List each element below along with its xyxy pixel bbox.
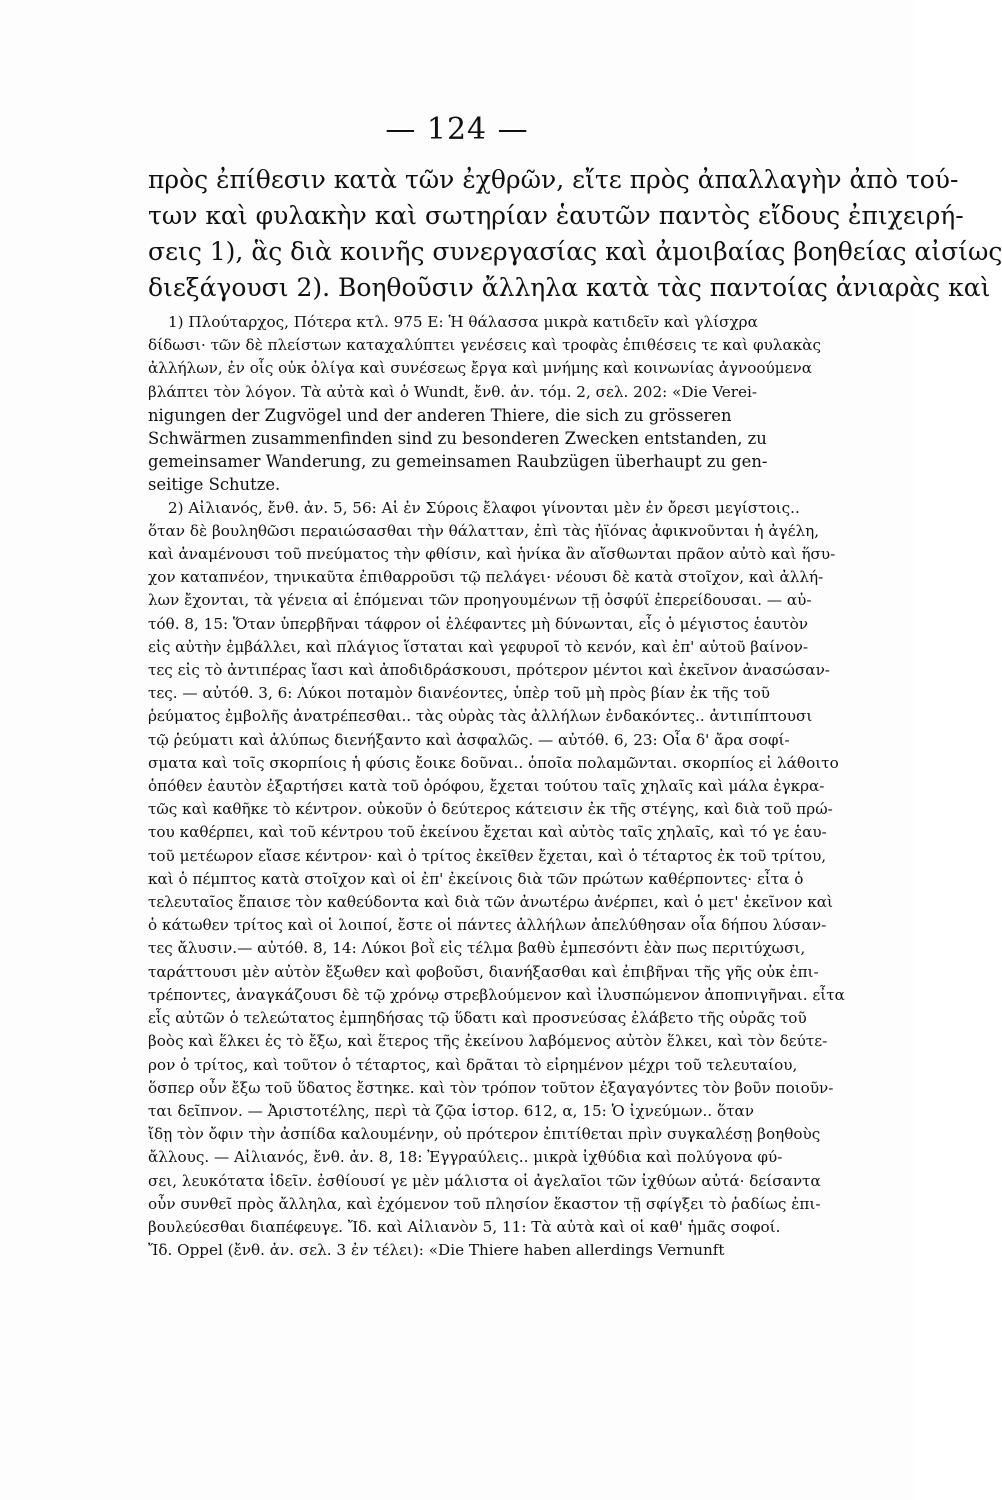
footnote-line: Schwärmen zusammenfinden sind zu besonderen Zwecken entstanden, zu <box>148 429 767 449</box>
footnote-line: λων ἔχονται, τὰ γένεια αἱ ἑπόμεναι τῶν προηγουμένων τῇ ὀσφύϊ ἐπερείδουσαι. — αὐ- <box>148 591 812 610</box>
footnote-line: τόθ. 8, 15: Ὅταν ὑπερβῆναι τάφρον οἱ ἐλέφαντες μὴ δύνωνται, εἷς ὁ μέγιστος ἑαυτὸν <box>148 614 809 633</box>
footnote-line: τρέποντες, ἀναγκάζουσι δὲ τῷ χρόνῳ στρεβλούμενον καὶ ἰλυσπώμενον ἀποπνιγῆναι. εἶτα <box>148 985 845 1004</box>
main-line: πρὸς ἐπίθεσιν κατὰ τῶν ἐχθρῶν, εἴτε πρὸς ἀπαλλαγὴν ἀπὸ τού- <box>148 165 959 194</box>
footnotes <box>148 311 845 1262</box>
footnote-line: εἰς αὐτὴν ἐμβάλλει, καὶ πλάγιος ἵσταται καὶ γεφυροῖ τὸ κενόν, καὶ ἐπ' αὐτοῦ βαίνον- <box>148 637 809 656</box>
footnote-line: ἀλλήλων, ἐν οἷς οὐκ ὀλίγα καὶ συνέσεως ἔργα καὶ μνήμης καὶ κοινωνίας ἀγνοούμενα <box>148 359 813 378</box>
footnote-line: οὖν συνθεῖ πρὸς ἄλληλα, καὶ ἐχόμενον τοῦ πλησίον ἕκαστον τῇ σφίγξει τὸ ῥαδίως ἐπι- <box>148 1194 821 1213</box>
main-line: σεις 1), ἃς διὰ κοινῆς συνεργασίας καὶ ἀμοιβαίας βοηθείας αἰσίως <box>148 237 1002 266</box>
footnote-line: βλάπτει τὸν λόγον. Τὰ αὐτὰ καὶ ὁ Wundt, ἔνθ. ἀν. τόμ. 2, σελ. 202: «Die Verei- <box>148 382 758 401</box>
footnote-line: σματα καὶ τοῖς σκορπίοις ἡ φύσις ἔοικε δοῦναι.. ὁποῖα πολαμῶνται. σκορπίος εἰ λάθοιτο <box>148 753 839 772</box>
footnote-line: βοὸς καὶ ἕλκει ἐς τὸ ἔξω, καὶ ἕτερος τῆς ἐκείνου λαβόμενος αὐτὸν ἕλκει, καὶ τὸν δεύτε- <box>148 1032 828 1051</box>
footnote-line: ρον ὁ τρίτος, καὶ τοῦτον ὁ τέταρτος, καὶ δρᾶται τὸ εἰρημένον μέχρι τοῦ τελευταίου, <box>148 1055 798 1074</box>
footnote-line: ῥεύματος ἐμβολῆς ἀνατρέπεσθαι.. τὰς οὐρὰς τὰς ἀλλήλων ἐνδακόντες.. ἀντιπίπτουσι <box>148 707 813 726</box>
main-line: των καὶ φυλακὴν καὶ σωτηρίαν ἑαυτῶν παντὸς εἴδους ἐπιχειρή- <box>148 201 964 230</box>
footnote-line: τες εἰς τὸ ἀντιπέρας ἴασι καὶ ἀποδιδράσκουσι, πρότερον μέντοι καὶ ἐκεῖνον ἀνασώσαν- <box>148 661 830 680</box>
footnote-line: gemeinsamer Wanderung, zu gemeinsamen Raubzügen überhaupt zu gen- <box>148 452 768 472</box>
footnote-line: ὁ κάτωθεν τρίτος καὶ οἱ λοιποί, ἔστε οἱ πάντες ἀλλήλων ἀπελύθησαν οἷα δήπου λύσαν- <box>148 916 827 935</box>
footnote-line: ἴδῃ τὸν ὄφιν τὴν ἀσπίδα καλουμένην, οὐ πρότερον ἐπιτίθεται πρὶν συγκαλέσῃ βοηθοὺς <box>148 1125 821 1144</box>
footnote-line: ταράττουσι μὲν αὐτὸν ἔξωθεν καὶ φοβοῦσι, διανήξασθαι καὶ ἐπιβῆναι τῆς γῆς οὐκ ἐπι- <box>148 962 819 981</box>
footnote-line: του καθέρπει, καὶ τοῦ κέντρου τοῦ ἐκείνου ἔχεται καὶ αὐτὸς ταῖς χηλαῖς, καὶ τό γε ἑαυ- <box>148 823 827 842</box>
footnote-line: χον καταπνέον, τηνικαῦτα ἐπιθαρροῦσι τῷ πελάγει· νέουσι δὲ κατὰ στοῖχον, καὶ ἀλλή- <box>148 568 824 587</box>
footnote-line: τοῦ μετέωρον εἴασε κέντρον· καὶ ὁ τρίτος ἐκεῖθεν ἔχεται, καὶ ὁ τέταρτος ἐκ τοῦ τρίτου, <box>148 846 827 865</box>
footnote-line: ὅσπερ οὖν ἔξω τοῦ ὕδατος ἔστηκε. καὶ τὸν τρόπον τοῦτον ἐξαγαγόντες τὸν βοῦν ποιοῦν- <box>148 1078 834 1097</box>
footnote-line: 2) Αἰλιανός, ἔνθ. ἀν. 5, 56: Αἱ ἐν Σύροις ἔλαφοι γίνονται μὲν ἐν ὄρεσι μεγίστοις.. <box>168 498 800 517</box>
footnote-line: τελευταῖος ἔπαισε τὸν καθεύδοντα καὶ διὰ τῶν ἀνωτέρω ἀνέρπει, καὶ ὁ μετ' ἐκεῖνον καὶ <box>148 893 833 912</box>
footnote-line: ὅταν δὲ βουληθῶσι περαιώσασθαι τὴν θάλατταν, ἐπὶ τὰς ἠϊόνας ἀφικνοῦνται ἡ ἀγέλη, <box>148 521 820 540</box>
footnote-line: ἄλλους. — Αἰλιανός, ἔνθ. ἀν. 8, 18: Ἐγγραύλεις.. μικρὰ ἰχθύδια καὶ πολύγονα φύ- <box>148 1148 783 1167</box>
footnote-line: nigungen der Zugvögel und der anderen Thiere, die sich zu grösseren <box>148 405 732 425</box>
footnote-line: τῶς καὶ καθῆκε τὸ κέντρον. οὐκοῦν ὁ δεύτερος κάτεισιν ἐκ τῆς στέγης, καὶ διὰ τοῦ πρώ- <box>148 800 833 819</box>
footnote-line: σει, λευκότατα ἰδεῖν. ἐσθίουσί γε μὲν μάλιστα οἱ ἀγελαῖοι τῶν ἰχθύων αὐτά· δείσαντα <box>148 1171 821 1190</box>
footnote-line: seitige Schutze. <box>148 475 281 495</box>
footnote-line: δίδωσι· τῶν δὲ πλείστων καταχαλύπτει γενέσεις καὶ τροφὰς ἐπιθέσεις τε καὶ φυλακὰς <box>148 336 822 355</box>
footnote-line: βουλεύεσθαι διαπέφευγε. Ἴδ. καὶ Αἰλιανὸν 5, 11: Τὰ αὐτὰ καὶ οἱ καθ' ἡμᾶς σοφοί. <box>148 1217 781 1236</box>
footnote-line: τῷ ῥεύματι καὶ ἀλύπως διενήξαντο καὶ ἀσφαλῶς. — αὐτόθ. 6, 23: Οἷα δ' ἄρα σοφί- <box>148 730 790 749</box>
footnote-line: καὶ ἀναμένουσι τοῦ πνεύματος τὴν φθίσιν, καὶ ἡνίκα ἂν αἴσθωνται πρᾶον αὐτὸ καὶ ἥσυ- <box>148 545 836 564</box>
footnote-line: τες. — αὐτόθ. 3, 6: Λύκοι ποταμὸν διανέοντες, ὑπὲρ τοῦ μὴ πρὸς βίαν ἐκ τῆς τοῦ <box>148 684 770 703</box>
footnote-line: τες ἄλυσιν.— αὐτόθ. 8, 14: Λύκοι βοῒ εἰς τέλμα βαθὺ ἐμπεσόντι ἐὰν πως περιτύχωσι, <box>148 939 806 958</box>
main-line: διεξάγουσι 2). Βοηθοῦσιν ἄλληλα κατὰ τὰς παντοίας ἀνιαρὰς καὶ <box>148 273 991 302</box>
footnote-line: ὁπόθεν ἑαυτὸν ἐξαρτήσει κατὰ τοῦ ὀρόφου, ἔχεται τούτου ταῖς χηλαῖς καὶ μάλα ἐγκρα- <box>148 777 825 796</box>
footnote-line: ται δεῖπνον. — Ἀριστοτέλης, περὶ τὰ ζῷα ἱστορ. 612, α, 15: Ὁ ἰχνεύμων.. ὅταν <box>148 1101 754 1120</box>
footnote-line: Ἴδ. Oppel (ἔνθ. ἀν. σελ. 3 ἐν τέλει): «Die Thiere haben allerdings Vernunft <box>148 1241 725 1260</box>
page-number: — 124 — <box>385 112 529 147</box>
main-text <box>148 162 1002 306</box>
footnote-line: εἷς αὐτῶν ὁ τελεώτατος ἐμπηδήσας τῷ ὕδατι καὶ προσνεύσας ἐλάβετο τῆς οὐρᾶς τοῦ <box>148 1009 807 1028</box>
footnote-line: καὶ ὁ πέμπτος κατὰ στοῖχον καὶ οἱ ἐπ' ἐκείνοις διὰ τῶν πρώτων καθέρποντες· εἶτα ὁ <box>148 869 804 888</box>
footnote-line: 1) Πλούταρχος, Πότερα κτλ. 975 E: Ἡ θάλασσα μικρὰ κατιδεῖν καὶ γλίσχρα <box>168 313 758 331</box>
